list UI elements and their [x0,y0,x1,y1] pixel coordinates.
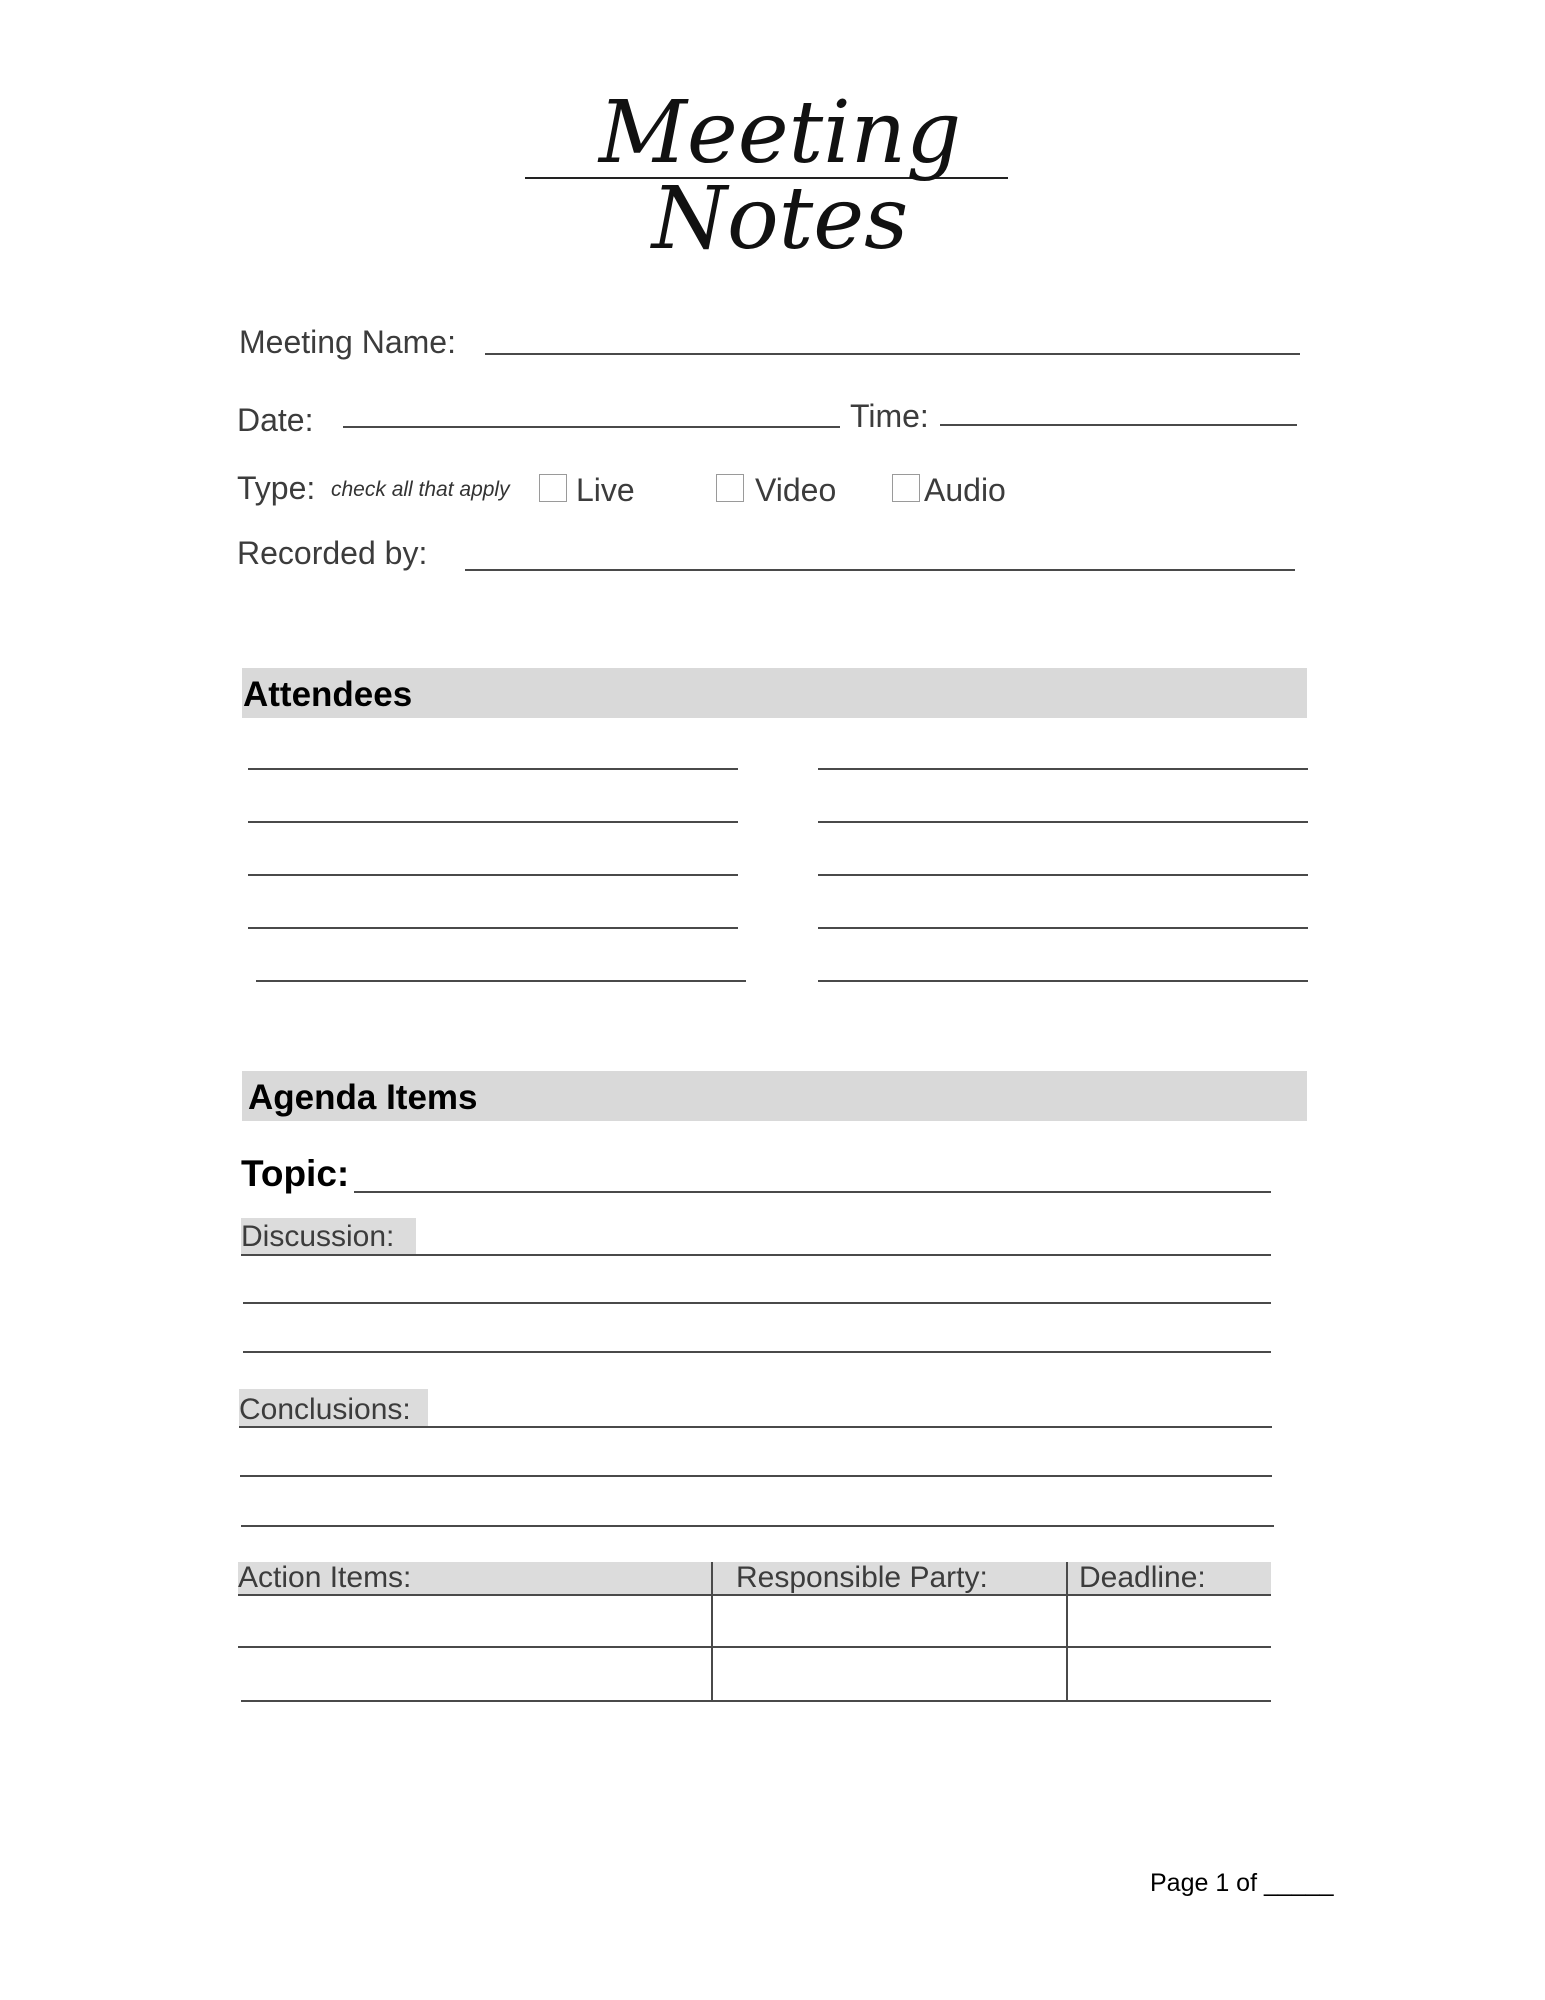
conclusions-line[interactable] [241,1525,1274,1527]
attendee-line[interactable] [248,927,738,929]
time-label: Time: [850,398,929,434]
action-items-header: Action Items: [238,1561,412,1594]
page-title: Meeting Notes [598,83,962,269]
time-field[interactable] [940,424,1297,426]
page-number: Page 1 of _____ [1150,1869,1334,1897]
attendee-line[interactable] [818,821,1308,823]
deadline-header: Deadline: [1079,1561,1206,1594]
live-checkbox[interactable] [539,474,567,502]
action-table-row[interactable] [241,1700,1271,1702]
action-table-row[interactable] [238,1646,1271,1648]
attendee-line[interactable] [256,980,746,982]
conclusions-line[interactable] [240,1475,1272,1477]
attendee-line[interactable] [818,874,1308,876]
audio-checkbox[interactable] [892,474,920,502]
conclusions-label: Conclusions: [239,1393,411,1426]
topic-field[interactable] [354,1191,1271,1193]
attendee-line[interactable] [248,768,738,770]
attendees-title: Attendees [243,675,413,714]
action-table-divider [711,1562,713,1701]
recorded-by-field[interactable] [465,569,1295,571]
meeting-name-field[interactable] [485,353,1300,355]
action-table-rule [238,1594,1271,1596]
conclusions-line[interactable] [239,1426,1272,1428]
date-field[interactable] [343,426,840,428]
date-label: Date: [237,402,314,438]
meeting-name-label: Meeting Name: [239,324,456,360]
live-option-label: Live [576,472,635,508]
attendees-header [242,668,1307,718]
video-checkbox[interactable] [716,474,744,502]
attendee-line[interactable] [818,768,1308,770]
discussion-line[interactable] [243,1302,1271,1304]
attendee-line[interactable] [248,821,738,823]
responsible-party-header: Responsible Party: [736,1561,988,1594]
attendee-line[interactable] [248,874,738,876]
discussion-line[interactable] [241,1254,1271,1256]
audio-option-label: Audio [924,472,1006,508]
topic-label: Topic: [241,1153,350,1194]
attendee-line[interactable] [818,927,1308,929]
action-table-divider [1066,1562,1068,1701]
video-option-label: Video [755,472,837,508]
agenda-header [242,1071,1307,1121]
attendee-line[interactable] [818,980,1308,982]
discussion-label: Discussion: [241,1220,395,1253]
discussion-line[interactable] [243,1351,1271,1353]
type-label: Type: [237,470,316,506]
agenda-title: Agenda Items [248,1078,478,1117]
recorded-by-label: Recorded by: [237,535,428,571]
type-hint: check all that apply [331,478,510,501]
